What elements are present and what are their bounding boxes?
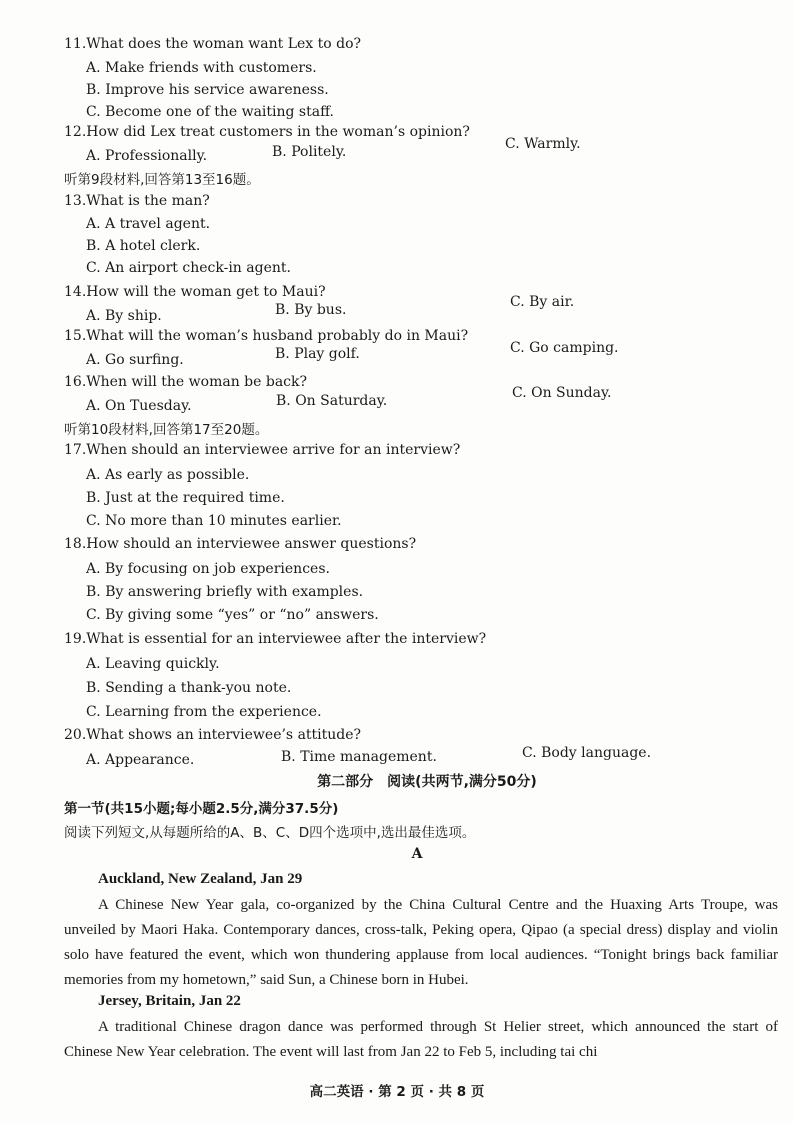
- reading-directions: 阅读下列短文,从每题所给的A、B、C、D四个选项中,选出最佳选项。: [64, 825, 476, 841]
- dateline-jersey: Jersey, Britain, Jan 22: [98, 993, 241, 1009]
- paragraph-jersey: A traditional Chinese dragon dance was performed through St Helier street, which announced the start of Chinese New Year celebration. The event will last from Jan 22 to Feb 5, including tai chi: [64, 1019, 778, 1060]
- question-19: 19.What is essential for an interviewee after the interview?: [64, 631, 487, 647]
- instruction-segment-10: 听第10段材料,回答第17至20题。: [64, 422, 269, 438]
- option-20-c: C. Body language.: [522, 745, 652, 761]
- option-15-a: A. Go surfing.: [86, 352, 184, 368]
- option-14-c: C. By air.: [510, 294, 575, 310]
- question-15: 15.What will the woman’s husband probably do in Maui?: [64, 328, 469, 344]
- option-14-b: B. By bus.: [275, 302, 347, 318]
- question-18: 18.How should an interviewee answer questions?: [64, 536, 417, 552]
- option-20-a: A. Appearance.: [86, 752, 195, 768]
- option-12-c: C. Warmly.: [505, 136, 581, 152]
- question-14: 14.How will the woman get to Maui?: [64, 284, 326, 300]
- option-18-b: B. By answering briefly with examples.: [86, 584, 364, 600]
- option-19-a: A. Leaving quickly.: [86, 656, 220, 672]
- option-11-c: C. Become one of the waiting staff.: [86, 104, 334, 120]
- option-13-a: A. A travel agent.: [86, 216, 211, 232]
- option-12-a: A. Professionally.: [86, 148, 208, 164]
- option-16-b: B. On Saturday.: [276, 393, 388, 409]
- part-two-title: 第二部分 阅读(共两节,满分50分): [317, 774, 537, 790]
- option-12-b: B. Politely.: [272, 144, 347, 160]
- option-11-b: B. Improve his service awareness.: [86, 82, 329, 98]
- question-17: 17.When should an interviewee arrive for an interview?: [64, 442, 461, 458]
- section-one-title: 第一节(共15小题;每小题2.5分,满分37.5分): [64, 801, 339, 817]
- page-footer: 高二英语 · 第 2 页 · 共 8 页: [309, 1084, 485, 1100]
- option-19-b: B. Sending a thank-you note.: [86, 680, 292, 696]
- dateline-auckland: Auckland, New Zealand, Jan 29: [98, 871, 303, 887]
- option-20-b: B. Time management.: [281, 749, 437, 765]
- paragraph-auckland: A Chinese New Year gala, co-organized by the China Cultural Centre and the Huaxing Arts Troupe, was unveiled by Maori Haka. Contemporary dances, cross-talk, Peking opera, Qipao (a special dress) display and violin solo have featured the event, which won thundering applause from local audiences. “Tonight brings back familiar memories from my hometown,” said Sun, a Chinese born in Hubei.: [64, 897, 778, 988]
- option-11-a: A. Make friends with customers.: [86, 60, 317, 76]
- option-15-c: C. Go camping.: [510, 340, 619, 356]
- option-16-a: A. On Tuesday.: [86, 398, 192, 414]
- question-20: 20.What shows an interviewee’s attitude?: [64, 727, 362, 743]
- question-13: 13.What is the man?: [64, 193, 210, 209]
- question-11: 11.What does the woman want Lex to do?: [64, 36, 362, 52]
- instruction-segment-9: 听第9段材料,回答第13至16题。: [64, 172, 260, 188]
- option-17-c: C. No more than 10 minutes earlier.: [86, 513, 342, 529]
- option-16-c: C. On Sunday.: [512, 385, 612, 401]
- option-19-c: C. Learning from the experience.: [86, 704, 322, 720]
- option-17-a: A. As early as possible.: [86, 467, 250, 483]
- passage-letter: A: [411, 846, 423, 862]
- option-15-b: B. Play golf.: [275, 346, 360, 362]
- option-17-b: B. Just at the required time.: [86, 490, 285, 506]
- question-12: 12.How did Lex treat customers in the woman’s opinion?: [64, 124, 470, 140]
- option-13-b: B. A hotel clerk.: [86, 238, 201, 254]
- option-13-c: C. An airport check-in agent.: [86, 260, 291, 276]
- option-18-a: A. By focusing on job experiences.: [86, 561, 330, 577]
- option-14-a: A. By ship.: [86, 308, 162, 324]
- question-16: 16.When will the woman be back?: [64, 374, 308, 390]
- option-18-c: C. By giving some “yes” or “no” answers.: [86, 607, 379, 623]
